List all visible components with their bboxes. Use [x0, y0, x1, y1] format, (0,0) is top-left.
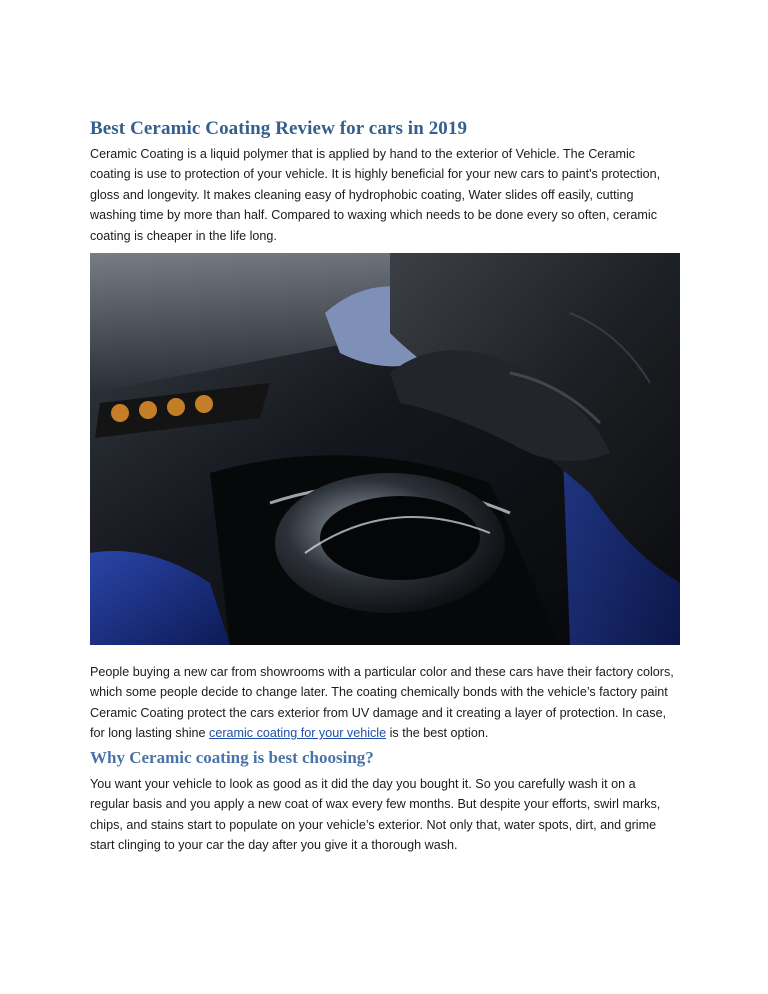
paragraph-3: You want your vehicle to look as good as it did the day you bought it. So you carefully wash it on a regular basis and you apply a new coat of wax every few months. But despite your efforts, swirl marks, chips, and stains start to populate on your vehicle’s exterior. Not only that, water spots, dirt, and grime start clinging to your car the day after you give it a thorough wash.: [90, 777, 661, 853]
ceramic-coating-photo: [90, 253, 680, 645]
ceramic-coating-link[interactable]: ceramic coating for your vehicle: [209, 726, 387, 741]
paragraph-2: [90, 662, 676, 744]
paragraph-2-text: People buying a new car from showrooms with a particular color and these cars have their factory colors, which some people decide to change later. The coating chemically bonds with the vehicle’s factory paint Ceramic Coating protect the cars exterior from UV damage and it creating a layer of protection. In case, for long lasting shine: [90, 665, 674, 741]
paragraph-2-tail: is the best option.: [386, 726, 489, 741]
intro-paragraph: Ceramic Coating is a liquid polymer that is applied by hand to the exterior of Vehicle. The Ceramic coating is use to protection of your vehicle. It is highly beneficial for your new cars to paint's protection, gloss and longevity. It makes cleaning easy of hydrophobic coating, Water slides off easily, cutting washing time by more than half. Compared to waxing which needs to be done every so often, ceramic coating is cheaper in the life long.: [90, 147, 661, 243]
section-subtitle: Why Ceramic coating is best choosing?: [90, 748, 374, 767]
article-title: Best Ceramic Coating Review for cars in 2019: [90, 118, 468, 139]
